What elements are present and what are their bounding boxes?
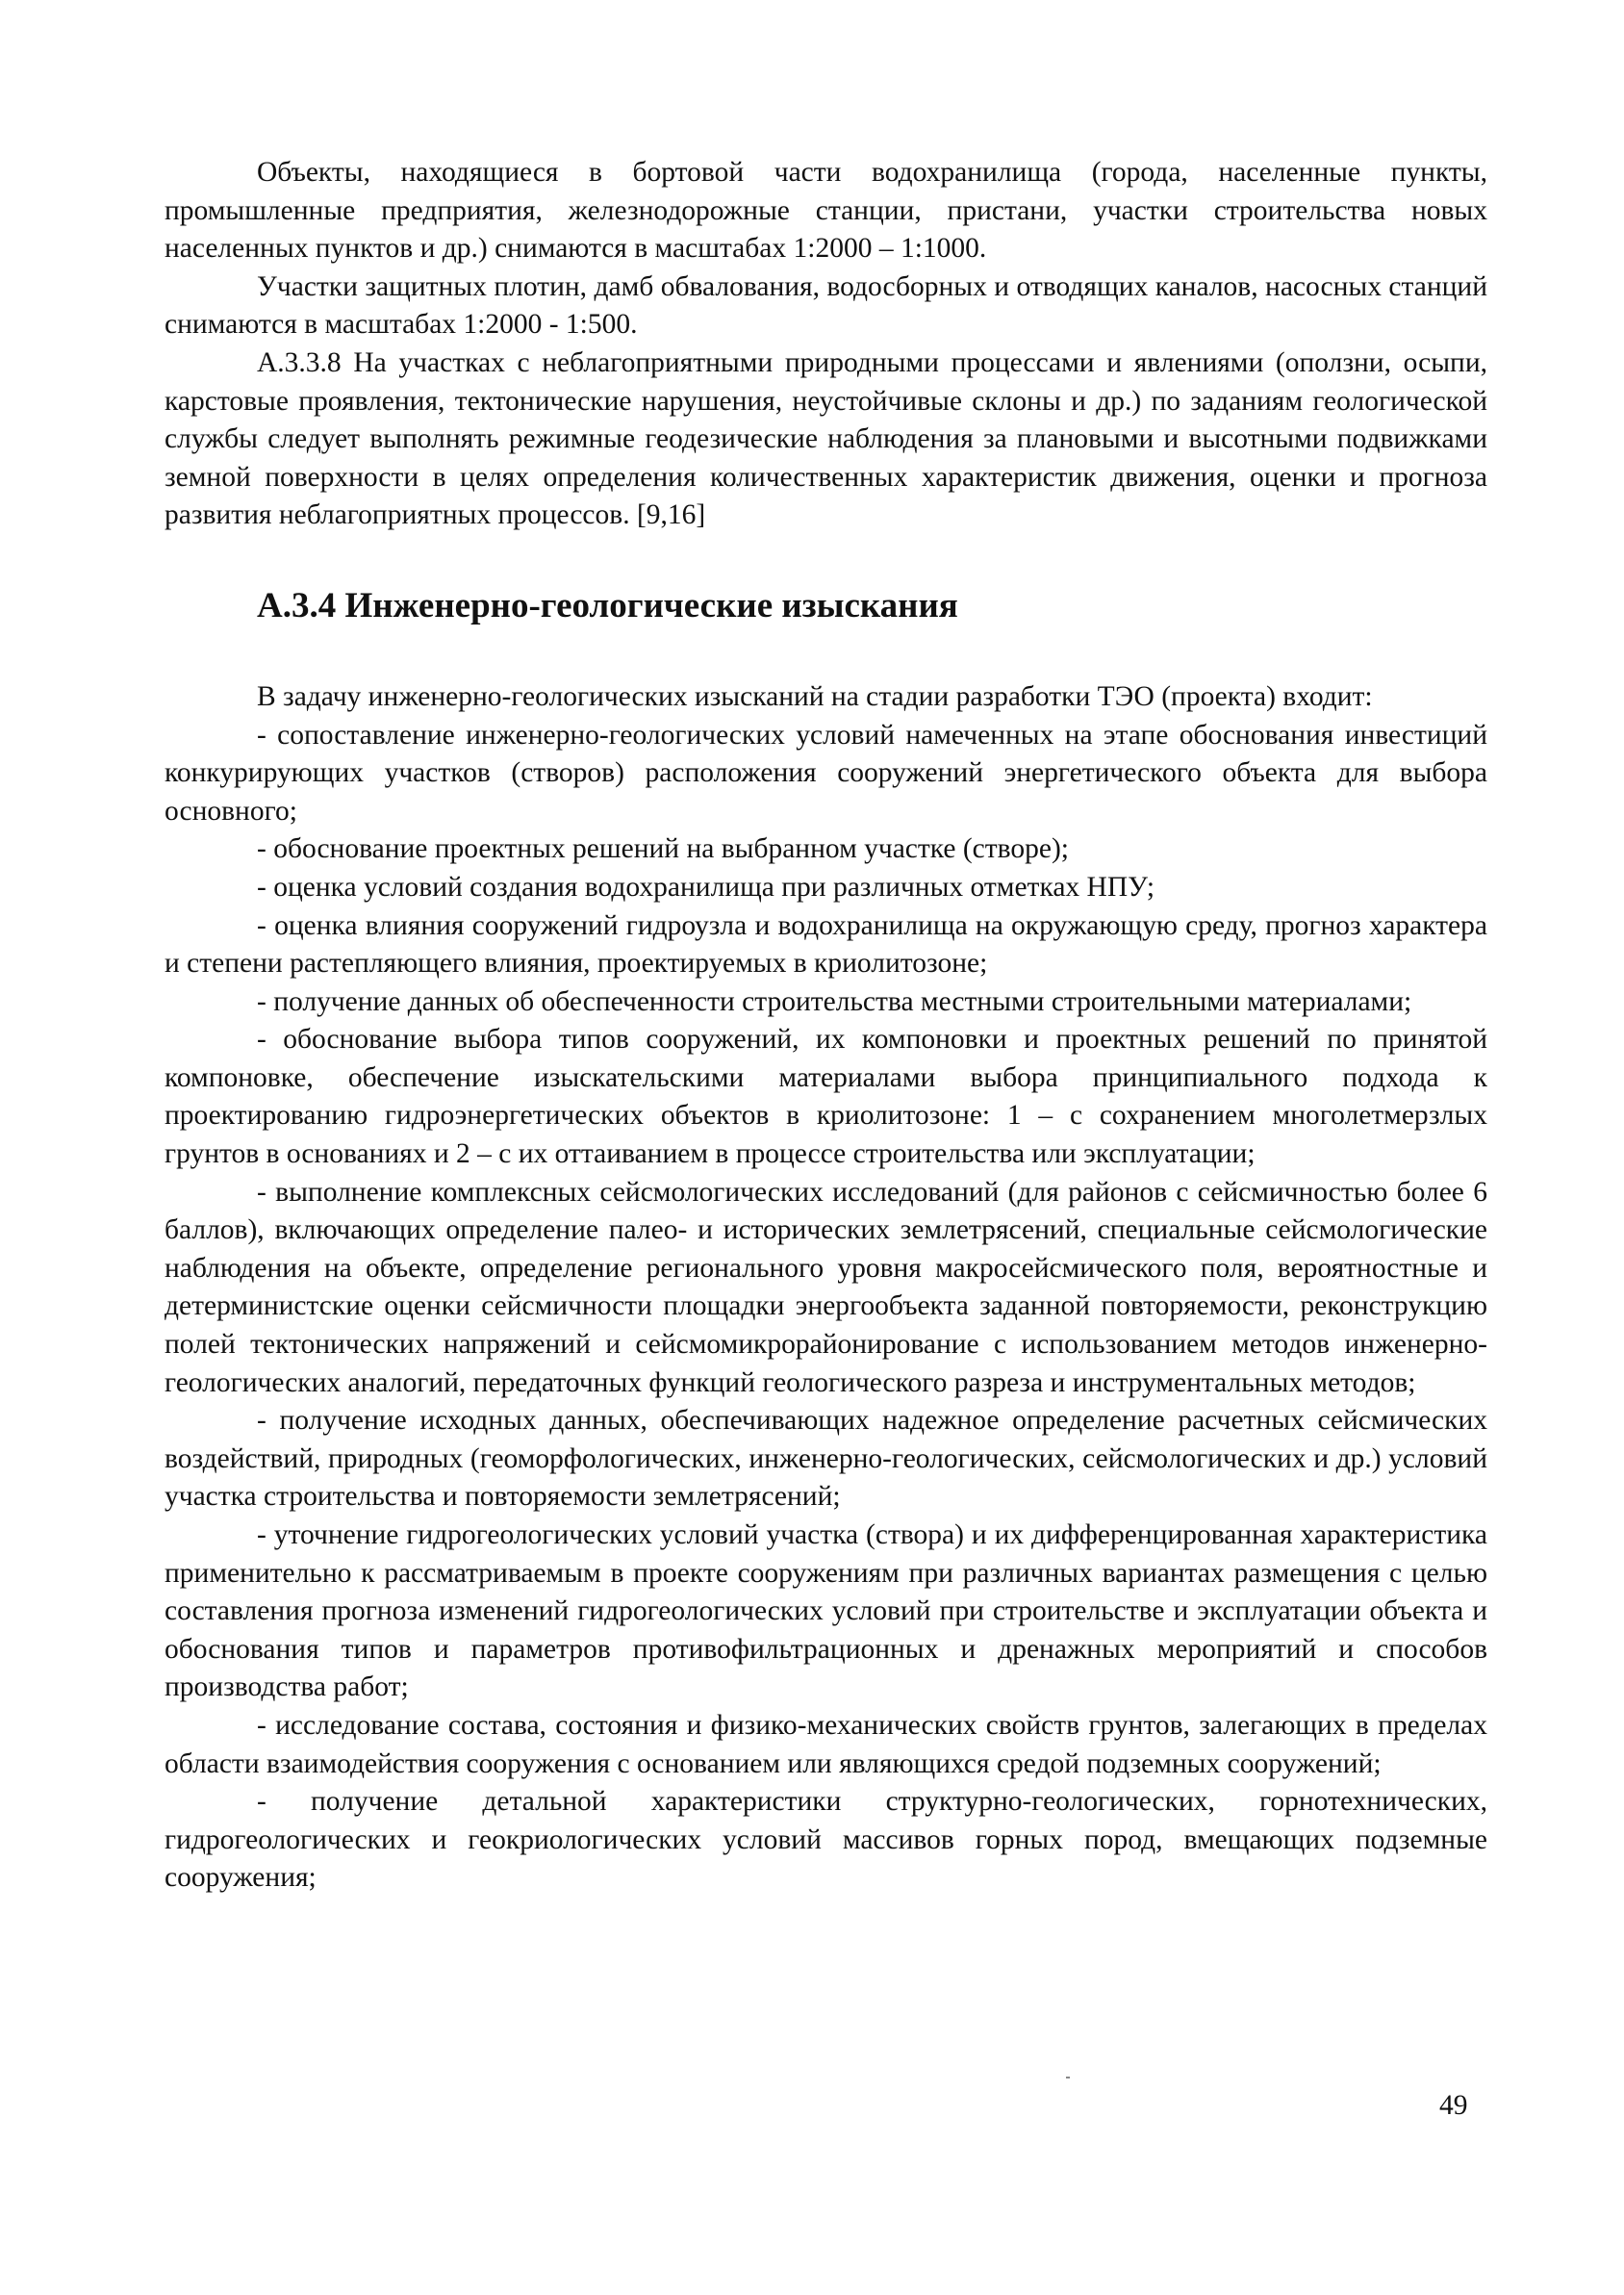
- list-item: - обоснование проектных решений на выбранном участке (створе);: [257, 833, 1069, 865]
- paragraph-a338: А.3.3.8 На участках с неблагоприятными природными процессами и явлениями (оползни, осыпи, карстовые проявления, тектонические нарушения, неустойчивые склоны и др.) по заданиям геологической службы следует выполнять режимные геодезические наблюдения за плановыми и высотными подвижками земной поверхности в целях определения количественных характеристик движения, оценки и прогноза развития неблагоприятных процессов. [9,16]: [165, 346, 1487, 531]
- paragraph-objects: Объекты, находящиеся в бортовой части водохранилища (города, населенные пункты, промышленные предприятия, железнодорожные станции, пристани, участки строительства новых населенных пунктов и др.) снимаются в масштабах 1:2000 – 1:1000.: [165, 157, 1487, 265]
- document-page: [165, 154, 1487, 1898]
- list-item: - выполнение комплексных сейсмологических исследований (для районов с сейсмичностью более 6 баллов), включающих определение палео- и исторических землетрясений, специальные сейсмологические наблюдения на объекте, определение регионального уровня макросейсмического поля, вероятностные и детерминистские оценки сейсмичности площадки энергообъекта заданной повторяемости, реконструкцию полей тектонических напряжений и сейсмомикрорайонирование с использованием методов инженерно-геологических аналогий, передаточных функций геологического разреза и инструментальных методов;: [165, 1176, 1487, 1398]
- list-item: - обоснование выбора типов сооружений, их компоновки и проектных решений по принятой компоновке, обеспечение изыскательскими материалами выбора принципиального подхода к проектированию гидроэнергетических объектов в криолитозоне: 1 – с сохранением многолетмерзлых грунтов в основаниях и 2 – с их оттаиванием в процессе строительства или эксплуатации;: [165, 1024, 1487, 1170]
- section-heading: А.3.4 Инженерно-геологические изыскания: [257, 585, 958, 625]
- paragraph-intro: В задачу инженерно-геологических изысканий на стадии разработки ТЭО (проекта) входит:: [257, 680, 1373, 712]
- list-item: - уточнение гидрогеологических условий участка (створа) и их дифференцированная характеристика применительно к рассматриваемым в проекте сооружениям при различных вариантах размещения с целью составления прогноза изменений гидрогеологических условий при строительстве и эксплуатации объекта и обоснования типов и параметров противофильтрационных и дренажных мероприятий и способов производства работ;: [165, 1519, 1487, 1703]
- paragraph-protective-dams: Участки защитных плотин, дамб обвалования, водосборных и отводящих каналов, насосных станций снимаются в масштабах 1:2000 - 1:500.: [165, 270, 1487, 341]
- list-item: - сопоставление инженерно-геологических условий намеченных на этапе обоснования инвестиций конкурирующих участков (створов) расположения сооружений энергетического объекта для выбора основного;: [165, 719, 1487, 827]
- list-item: - оценка условий создания водохранилища при различных отметках НПУ;: [257, 871, 1155, 903]
- list-item: - получение данных об обеспеченности строительства местными строительными материалами;: [257, 985, 1412, 1017]
- list-item: - исследование состава, состояния и физико-механических свойств грунтов, залегающих в пределах области взаимодействия сооружения с основанием или являющихся средой подземных сооружений;: [165, 1709, 1487, 1779]
- scan-speck: [1066, 2077, 1070, 2078]
- list-item: - получение исходных данных, обеспечивающих надежное определение расчетных сейсмических воздействий, природных (геоморфологических, инженерно-геологических, сейсмологических и др.) условий участка строительства и повторяемости землетрясений;: [165, 1405, 1487, 1513]
- page-number: 49: [1439, 2090, 1468, 2121]
- list-item: - получение детальной характеристики структурно-геологических, горнотехнических, гидрогеологических и геокриологических условий массивов горных пород, вмещающих подземные сооружения;: [165, 1786, 1487, 1894]
- list-item: - оценка влияния сооружений гидроузла и водохранилища на окружающую среду, прогноз характера и степени растепляющего влияния, проектируемых в криолитозоне;: [165, 909, 1487, 980]
